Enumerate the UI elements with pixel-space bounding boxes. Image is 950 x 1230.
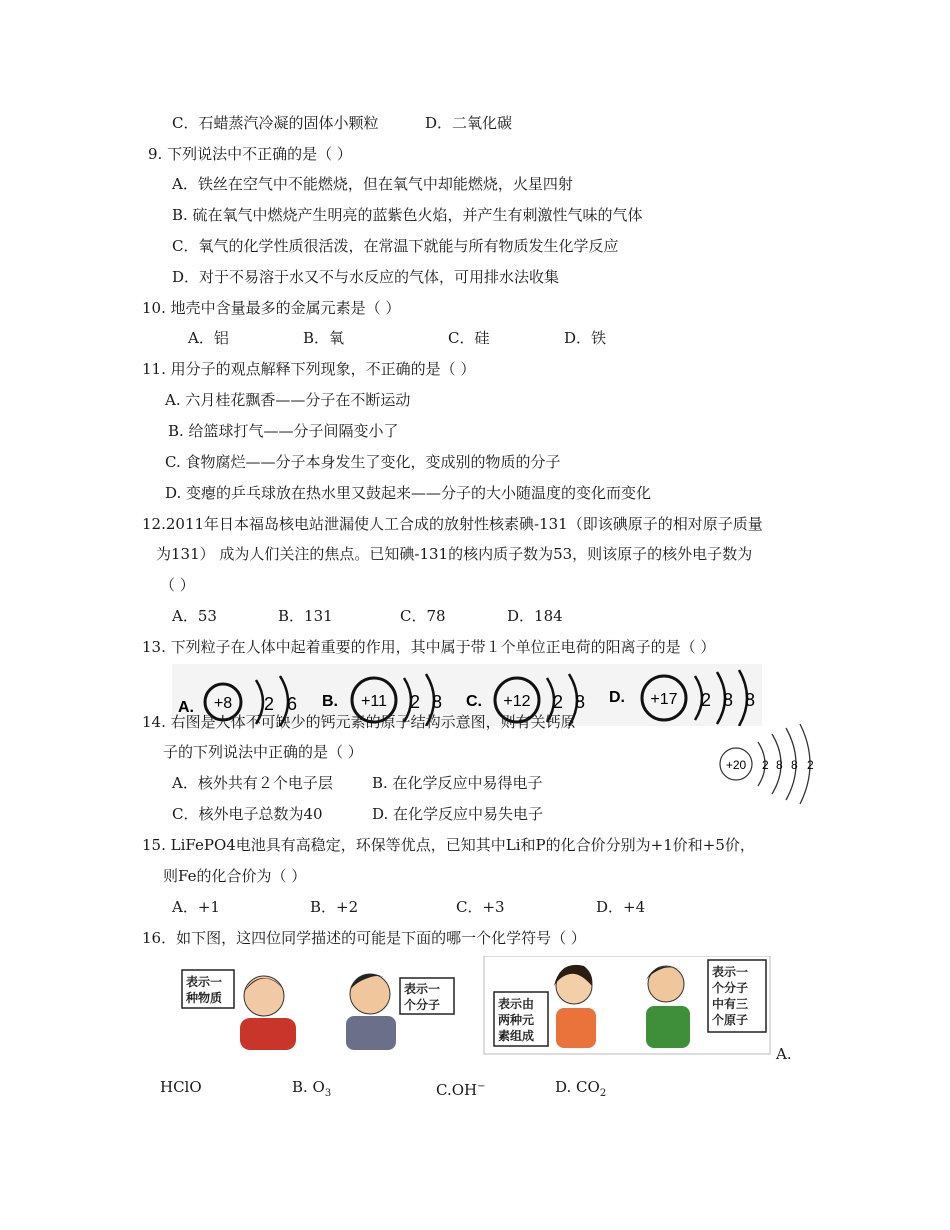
q16-option-d bbox=[555, 1077, 606, 1104]
q13-c-nucleus: +12 bbox=[503, 693, 531, 710]
q16-option-d-sub: 2 bbox=[599, 1088, 607, 1099]
q15-option-d: D．+4 bbox=[596, 898, 646, 916]
q13-b-letter: B. bbox=[322, 693, 338, 710]
q11-option-b: B. 给篮球打气——分子间隔变小了 bbox=[168, 422, 399, 440]
bubble-2-line2: 个分子 bbox=[404, 998, 441, 1012]
q16-option-b-text: B. O bbox=[292, 1078, 325, 1096]
q11-option-d: D. 变瘪的乒乓球放在热水里又鼓起来——分子的大小随温度的变化而变化 bbox=[165, 484, 652, 502]
q15-option-c: C．+3 bbox=[456, 898, 505, 916]
student-4-shirt bbox=[646, 1006, 690, 1048]
student-1-shirt bbox=[240, 1018, 296, 1050]
bubble-2-line1: 表示一 bbox=[404, 982, 441, 996]
q10-stem: 10. 地壳中含量最多的金属元素是（ ） bbox=[142, 299, 401, 317]
q9-option-a: A．铁丝在空气中不能燃烧，但在氧气中却能燃烧，火星四射 bbox=[172, 175, 573, 193]
q12-line1: 12.2011年日本福岛核电站泄漏使人工合成的放射性核素碘-131（即该碘原子的相对原子质量 bbox=[142, 515, 763, 533]
q13-b-shell1: 2 bbox=[410, 692, 421, 712]
q9-option-c: C．氧气的化学性质很活泼，在常温下就能与所有物质发生化学反应 bbox=[172, 237, 619, 255]
bubble-3-line2: 两种元 bbox=[498, 1013, 535, 1027]
bubble-3-text bbox=[498, 996, 538, 1043]
q13-a-nucleus: +8 bbox=[213, 695, 233, 712]
calcium-shell3: 8 bbox=[791, 758, 798, 772]
q12-line2: 为131） 成为人们关注的焦点。已知碘-131的核内质子数为53，则该原子的核外电子数为 bbox=[156, 545, 753, 563]
q8-option-d: D．二氧化碳 bbox=[425, 114, 513, 132]
q13-a-letter: A. bbox=[178, 699, 194, 716]
student-2-shirt bbox=[346, 1016, 396, 1050]
q16-option-a-value: HClO bbox=[160, 1078, 202, 1096]
q13-c-letter: C. bbox=[466, 693, 482, 710]
q13-d-letter: D. bbox=[609, 689, 625, 706]
q12-option-b: B．131 bbox=[278, 607, 333, 625]
q10-option-a: A．铝 bbox=[188, 329, 229, 347]
q13-c-shell2: 8 bbox=[575, 692, 586, 712]
q10-option-d: D．铁 bbox=[564, 329, 607, 347]
bubble-4-line2: 个分子 bbox=[712, 981, 749, 995]
q11-option-a: A. 六月桂花飘香——分子在不断运动 bbox=[165, 391, 411, 409]
q12-line3: （ ） bbox=[160, 576, 195, 594]
calcium-nucleus: +20 bbox=[725, 758, 747, 772]
q16-option-a-letter: A. bbox=[776, 1045, 792, 1063]
q13-d-shell3: 8 bbox=[745, 690, 756, 710]
q15-option-a: A．+1 bbox=[172, 898, 220, 916]
q11-stem: 11. 用分子的观点解释下列现象，不正确的是（ ） bbox=[142, 360, 476, 378]
student-3-shirt bbox=[556, 1008, 596, 1048]
q13-a-shell1: 2 bbox=[264, 694, 275, 714]
q16-option-c bbox=[436, 1077, 485, 1100]
calcium-shell1: 2 bbox=[762, 758, 769, 772]
bubble-1-line2: 种物质 bbox=[186, 991, 223, 1005]
calcium-shell2: 8 bbox=[776, 758, 783, 772]
bubble-4-line3: 中有三 bbox=[712, 997, 749, 1011]
q14-option-d: D. 在化学反应中易失电子 bbox=[372, 805, 544, 823]
calcium-atom-diagram bbox=[712, 722, 824, 808]
q11-option-c: C. 食物腐烂——分子本身发生了变化，变成别的物质的分子 bbox=[165, 453, 561, 471]
bubble-3-line3: 素组成 bbox=[498, 1029, 535, 1043]
bubble-4-line1: 表示一 bbox=[712, 965, 749, 979]
q14-option-b: B. 在化学反应中易得电子 bbox=[372, 774, 543, 792]
q16-stem: 16．如下图，这四位同学描述的可能是下面的哪一个化学符号（ ） bbox=[142, 929, 586, 947]
q16-option-d-text: D. CO bbox=[555, 1078, 600, 1096]
q14-line2: 子的下列说法中正确的是（ ） bbox=[163, 743, 363, 761]
q8-option-c: C．石蜡蒸汽冷凝的固体小颗粒 bbox=[172, 114, 379, 132]
q14-option-c: C．核外电子总数为40 bbox=[172, 805, 323, 823]
q13-a-shell2: 6 bbox=[287, 694, 298, 714]
q13-d-shell2: 8 bbox=[723, 690, 734, 710]
q12-option-d: D．184 bbox=[507, 607, 563, 625]
student-1-head bbox=[244, 976, 284, 1016]
bubble-3-line1: 表示由 bbox=[498, 997, 535, 1011]
q10-option-c: C．硅 bbox=[448, 329, 490, 347]
q13-d-nucleus: +17 bbox=[650, 691, 678, 708]
q16-option-c-sup: − bbox=[477, 1081, 486, 1092]
q12-option-a: A．53 bbox=[172, 607, 217, 625]
q9-option-b: B. 硫在氧气中燃烧产生明亮的蓝紫色火焰，并产生有刺激性气味的气体 bbox=[172, 206, 643, 224]
q10-option-b: B．氧 bbox=[303, 329, 345, 347]
q16-option-b bbox=[292, 1077, 331, 1104]
q15-option-b: B．+2 bbox=[310, 898, 359, 916]
q16-option-c-text: C.OH bbox=[436, 1081, 478, 1099]
calcium-shell4: 2 bbox=[807, 758, 814, 772]
q13-stem: 13. 下列粒子在人体中起着重要的作用，其中属于带１个单位正电荷的阳离子的是（ ） bbox=[142, 638, 716, 656]
q9-option-d: D．对于不易溶于水又不与水反应的气体，可用排水法收集 bbox=[172, 268, 560, 286]
q15-line1: 15. LiFePO4电池具有高稳定，环保等优点，已知其中Li和P的化合价分别为+1价和+5价， bbox=[142, 836, 755, 854]
q14-line1: 14. 右图是人体不可缺少的钙元素的原子结构示意图，则有关钙原 bbox=[142, 713, 576, 731]
q13-c-shell1: 2 bbox=[553, 692, 564, 712]
q13-b-nucleus: +11 bbox=[361, 693, 387, 710]
q13-b-shell2: 8 bbox=[432, 692, 443, 712]
q16-option-b-sub: 3 bbox=[324, 1088, 332, 1099]
student-2-head bbox=[350, 974, 390, 1014]
q16-students-illustration bbox=[180, 956, 772, 1056]
q9-stem: 9. 下列说法中不正确的是（ ） bbox=[148, 145, 352, 163]
q14-option-a: A．核外共有２个电子层 bbox=[172, 774, 333, 792]
bubble-1-line1: 表示一 bbox=[186, 975, 223, 989]
q13-d-shell1: 2 bbox=[701, 690, 712, 710]
q12-option-c: C．78 bbox=[400, 607, 446, 625]
q15-line2: 则Fe的化合价为（ ） bbox=[163, 867, 307, 885]
bubble-4-line4: 个原子 bbox=[712, 1013, 749, 1027]
